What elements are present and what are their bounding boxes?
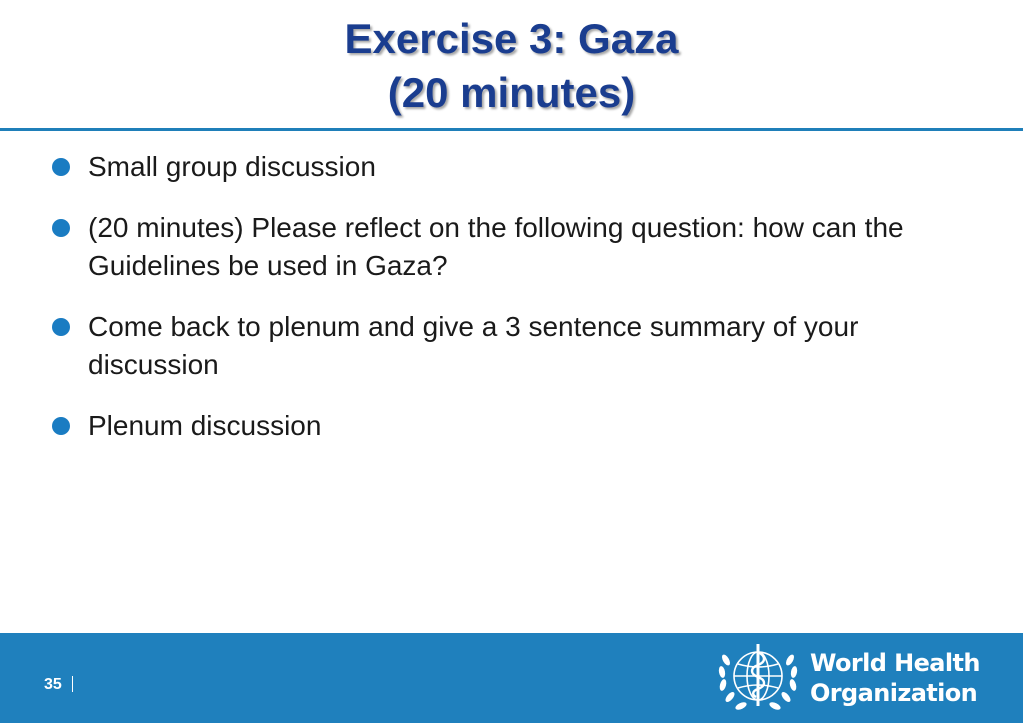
who-emblem-icon [714, 638, 802, 718]
bullet-text: Small group discussion [88, 151, 376, 182]
title-line-2: (20 minutes) [387, 69, 636, 116]
bullet-text: Come back to plenum and give a 3 sentence summary of your discussion [88, 311, 859, 380]
bullet-item [52, 209, 972, 285]
bullet-text: (20 minutes) Please reflect on the following question: how can the Guidelines be used in Gaza? [88, 212, 904, 281]
bullet-list [52, 148, 972, 468]
who-logo-line-1: World Health [810, 649, 980, 677]
bullet-dot-icon [52, 318, 70, 336]
bullet-dot-icon [52, 158, 70, 176]
bullet-text: Plenum discussion [88, 410, 322, 441]
page-number-separator [72, 676, 73, 692]
bullet-dot-icon [52, 219, 70, 237]
title-line-1: Exercise 3: Gaza [344, 15, 679, 62]
bullet-item [52, 407, 972, 445]
slide-title [0, 12, 1023, 120]
title-divider [0, 128, 1023, 131]
who-logo [712, 638, 1002, 718]
who-logo-line-2: Organization [810, 679, 978, 707]
who-logo-text [810, 648, 980, 708]
bullet-item [52, 148, 972, 186]
bullet-item [52, 308, 972, 384]
page-number: 35 [44, 676, 62, 693]
bullet-dot-icon [52, 417, 70, 435]
